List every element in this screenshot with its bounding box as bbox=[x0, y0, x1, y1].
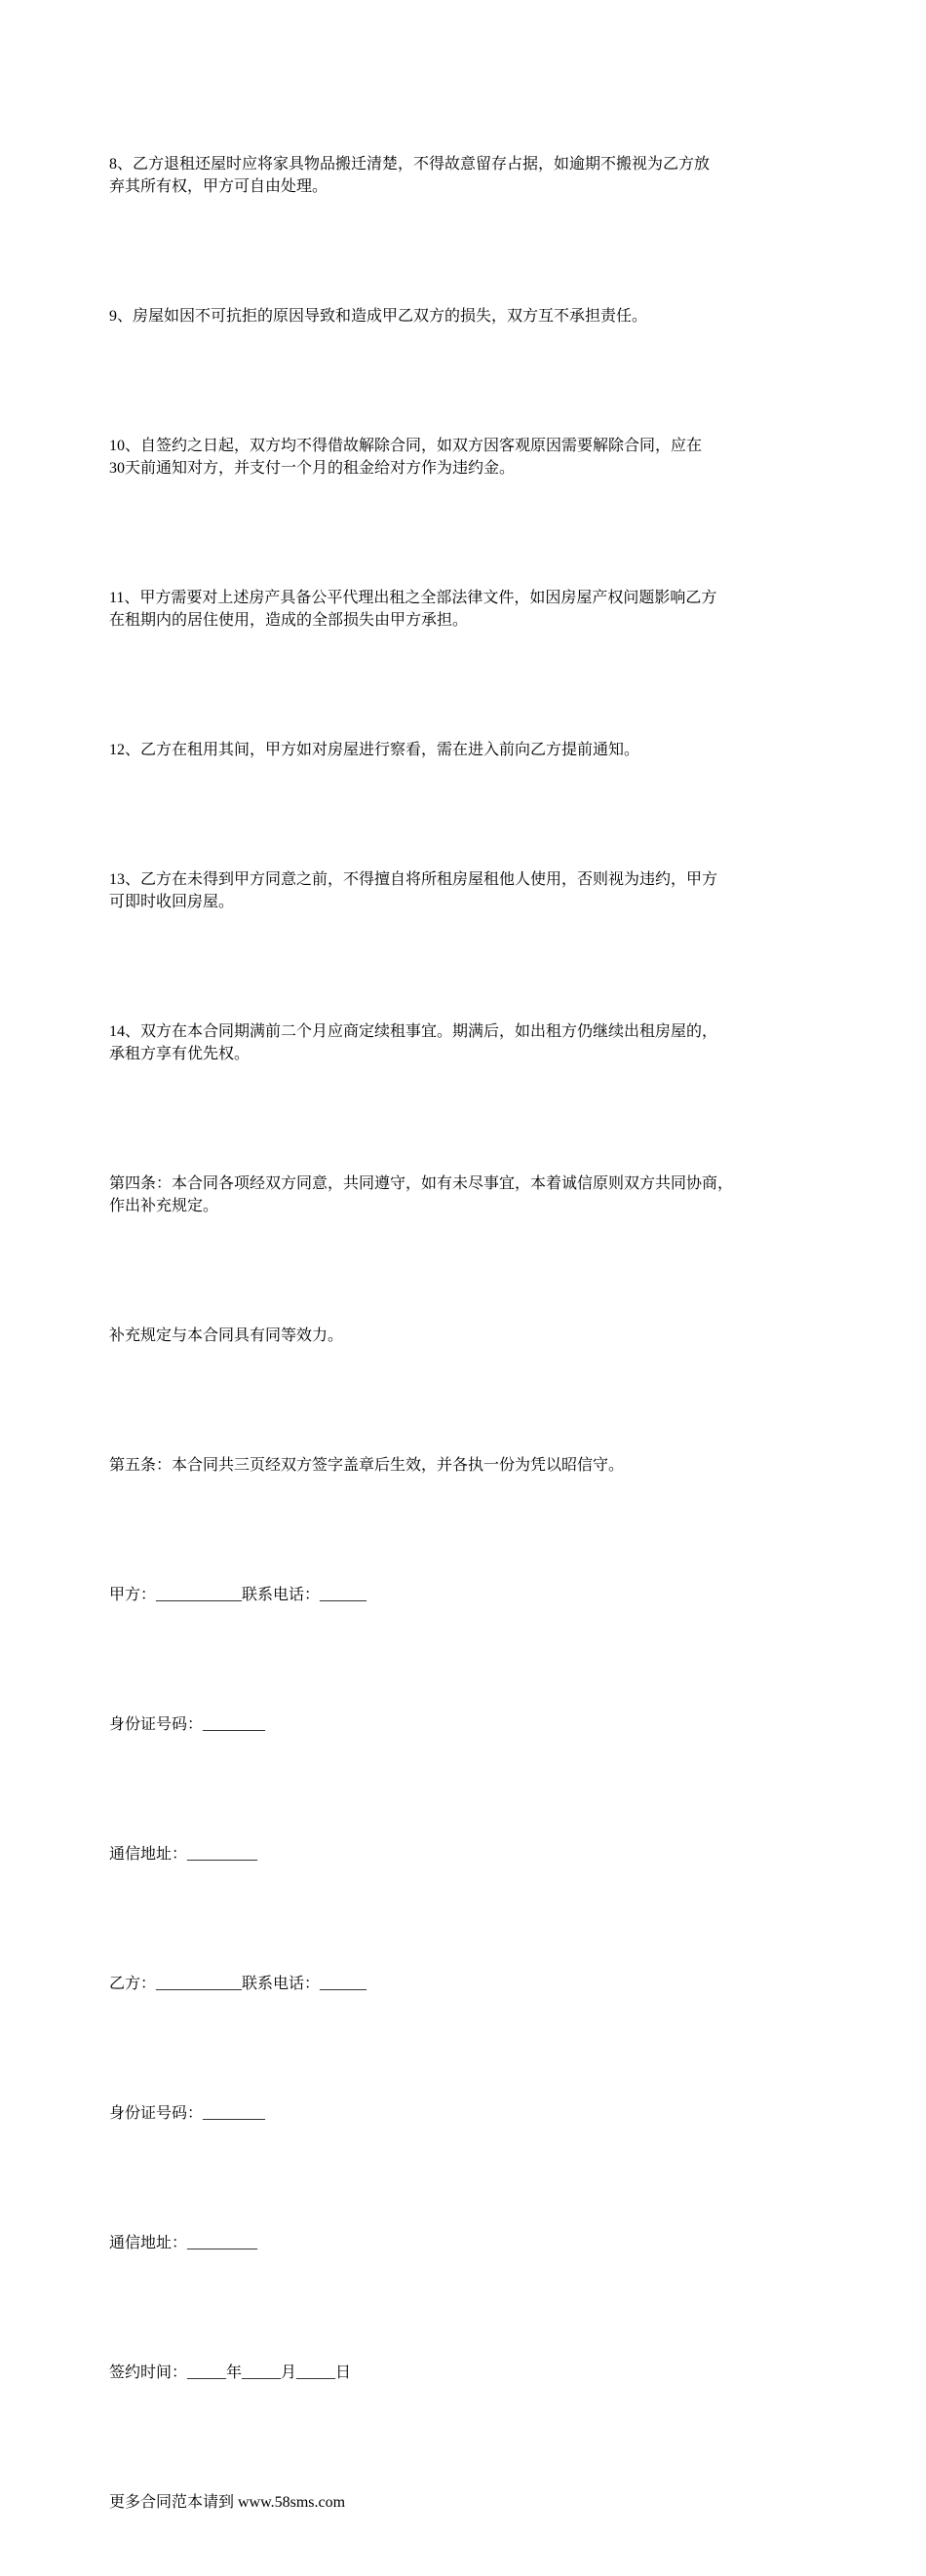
supplement-note bbox=[109, 1280, 821, 1392]
text-line: 10、自签约之日起，双方均不得借故解除合同，如双方因客观原因需要解除合同，应在 bbox=[109, 438, 703, 454]
text-line: 乙方：___________联系电话：______ bbox=[109, 1976, 367, 1992]
party-b-name-phone bbox=[109, 1928, 821, 2040]
text-line: 补充规定与本合同具有同等效力。 bbox=[109, 1327, 344, 1344]
footer-website-note bbox=[109, 2446, 821, 2558]
clause-8 bbox=[109, 108, 821, 243]
text-line: 8、乙方退租还屋时应将家具物品搬迁清楚，不得故意留存占据，如逾期不搬视为乙方放 bbox=[109, 156, 711, 173]
text-line: 第五条：本合同共三页经双方签字盖章后生效，并各执一份为凭以昭信守。 bbox=[109, 1457, 625, 1474]
party-b-address bbox=[109, 2187, 821, 2299]
text-line: 12、乙方在租用其间，甲方如对房屋进行察看，需在进入前向乙方提前通知。 bbox=[109, 742, 640, 758]
text-line: 弃其所有权，甲方可自由处理。 bbox=[109, 178, 328, 195]
text-line: 身份证号码：________ bbox=[109, 2105, 266, 2122]
text-line: 通信地址：_________ bbox=[109, 1846, 258, 1863]
signing-date bbox=[109, 2317, 821, 2429]
text-line: 30天前通知对方，并支付一个月的租金给对方作为违约金。 bbox=[109, 460, 516, 477]
text-line: 通信地址：_________ bbox=[109, 2235, 258, 2251]
party-b-id-number bbox=[109, 2057, 821, 2170]
party-a-address bbox=[109, 1798, 821, 1910]
party-a-name-phone bbox=[109, 1539, 821, 1651]
text-line: 13、乙方在未得到甲方同意之前，不得擅自将所租房屋租他人使用，否则视为违约，甲方 bbox=[109, 871, 718, 888]
article-5 bbox=[109, 1409, 821, 1521]
party-a-id-number bbox=[109, 1669, 821, 1781]
text-line: 在租期内的居住使用，造成的全部损失由甲方承担。 bbox=[109, 612, 469, 629]
clause-13 bbox=[109, 824, 821, 958]
text-line: 可即时收回房屋。 bbox=[109, 894, 235, 910]
clause-14 bbox=[109, 976, 821, 1110]
text-line: 更多合同范本请到 www.58sms.com bbox=[109, 2494, 346, 2511]
text-line: 14、双方在本合同期满前二个月应商定续租事宜。期满后，如出租方仍继续出租房屋的， bbox=[109, 1023, 718, 1040]
text-line: 签约时间：_____年_____月_____日 bbox=[109, 2365, 352, 2381]
clause-11 bbox=[109, 542, 821, 676]
document-page bbox=[109, 108, 821, 2576]
clause-12 bbox=[109, 694, 821, 806]
text-line: 承租方享有优先权。 bbox=[109, 1046, 251, 1062]
clause-9 bbox=[109, 260, 821, 372]
text-line: 身份证号码：________ bbox=[109, 1716, 266, 1733]
clause-10 bbox=[109, 390, 821, 524]
text-line: 甲方：___________联系电话：______ bbox=[109, 1587, 367, 1603]
article-4 bbox=[109, 1128, 821, 1262]
text-line: 11、甲方需要对上述房产具备公平代理出租之全部法律文件，如因房屋产权问题影响乙方 bbox=[109, 590, 717, 606]
text-line: 9、房屋如因不可抗拒的原因导致和造成甲乙双方的损失，双方互不承担责任。 bbox=[109, 308, 648, 325]
text-line: 作出补充规定。 bbox=[109, 1198, 219, 1214]
text-line: 第四条：本合同各项经双方同意，共同遵守，如有未尽事宜，本着诚信原则双方共同协商， bbox=[109, 1175, 734, 1192]
